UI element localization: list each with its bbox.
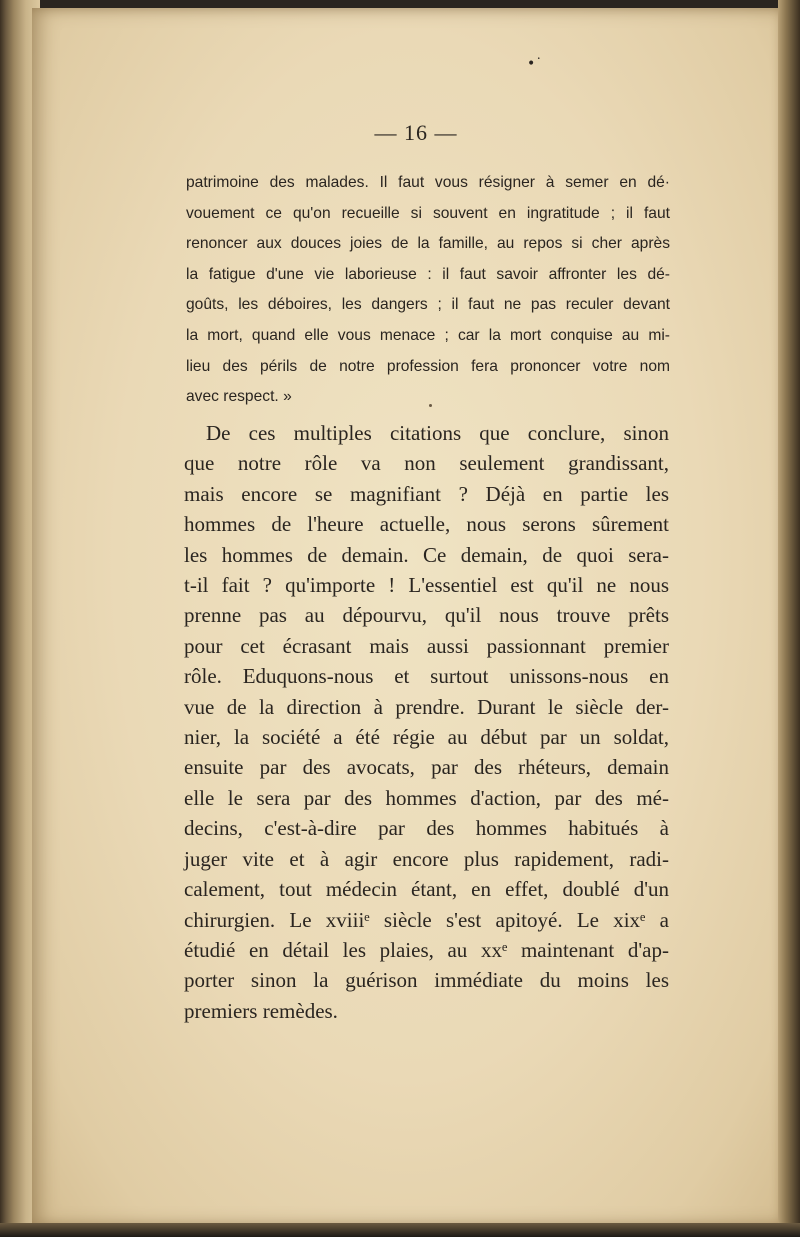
quote-line: la fatigue d'une vie laborieuse : il faut savoir affronter les dé- bbox=[186, 265, 670, 283]
quote-line: vouement ce qu'on recueille si souvent en ingratitude ; il faut bbox=[186, 204, 670, 222]
body-line: étudié en détail les plaies, au xxᵉ maintenant d'ap- bbox=[184, 937, 669, 962]
quote-line: avec respect. » bbox=[186, 388, 292, 406]
body-line: calement, tout médecin étant, en effet, doublé d'un bbox=[184, 877, 669, 902]
page-bottom-edge bbox=[0, 1223, 800, 1237]
body-line: ensuite par des avocats, par des rhéteurs, demain bbox=[184, 755, 669, 780]
body-line: De ces multiples citations que conclure, sinon bbox=[206, 421, 669, 445]
body-line: que notre rôle va non seulement grandissant, bbox=[184, 451, 669, 476]
body-line: premiers remèdes. bbox=[184, 998, 338, 1023]
quote-line: goûts, les déboires, les dangers ; il faut ne pas reculer devant bbox=[186, 296, 670, 314]
quote-line: lieu des périls de notre profession fera prononcer votre nom bbox=[186, 357, 670, 375]
body-line: vue de la direction à prendre. Durant le siècle der- bbox=[184, 694, 669, 719]
quotation-paragraph bbox=[186, 168, 670, 413]
body-line: hommes de l'heure actuelle, nous serons sûrement bbox=[184, 512, 669, 537]
body-line: elle le sera par des hommes d'action, par des mé- bbox=[184, 785, 669, 810]
ink-speck-mark: •˙ bbox=[527, 56, 543, 72]
quote-line: patrimoine des malades. Il faut vous résigner à semer en dé· bbox=[186, 174, 670, 191]
body-line: les hommes de demain. Ce demain, de quoi sera- bbox=[184, 542, 669, 567]
page-number: — 16 — bbox=[374, 120, 458, 145]
body-line: pour cet écrasant mais aussi passionnant premier bbox=[184, 633, 669, 658]
body-line: juger vite et à agir encore plus rapidement, radi- bbox=[184, 846, 669, 871]
quote-line: renoncer aux douces joies de la famille, au repos si cher après bbox=[186, 235, 670, 253]
body-line: decins, c'est-à-dire par des hommes habitués à bbox=[184, 816, 669, 841]
page-right-edge bbox=[778, 0, 800, 1237]
body-line: t-il fait ? qu'importe ! L'essentiel est qu'il ne nous bbox=[184, 573, 669, 598]
body-line: chirurgien. Le xviiiᵉ siècle s'est apitoyé. Le xixᵉ a bbox=[184, 907, 669, 932]
body-line: nier, la société a été régie au début par un soldat, bbox=[184, 725, 669, 750]
body-line: rôle. Eduquons-nous et surtout unissons-nous en bbox=[184, 664, 669, 689]
body-paragraph bbox=[184, 418, 669, 1026]
body-line: mais encore se magnifiant ? Déjà en partie les bbox=[184, 481, 669, 506]
quote-line: la mort, quand elle vous menace ; car la mort conquise au mi- bbox=[186, 326, 670, 344]
body-line: porter sinon la guérison immédiate du moins les bbox=[184, 968, 669, 993]
body-line: prenne pas au dépourvu, qu'il nous trouve prêts bbox=[184, 603, 669, 628]
